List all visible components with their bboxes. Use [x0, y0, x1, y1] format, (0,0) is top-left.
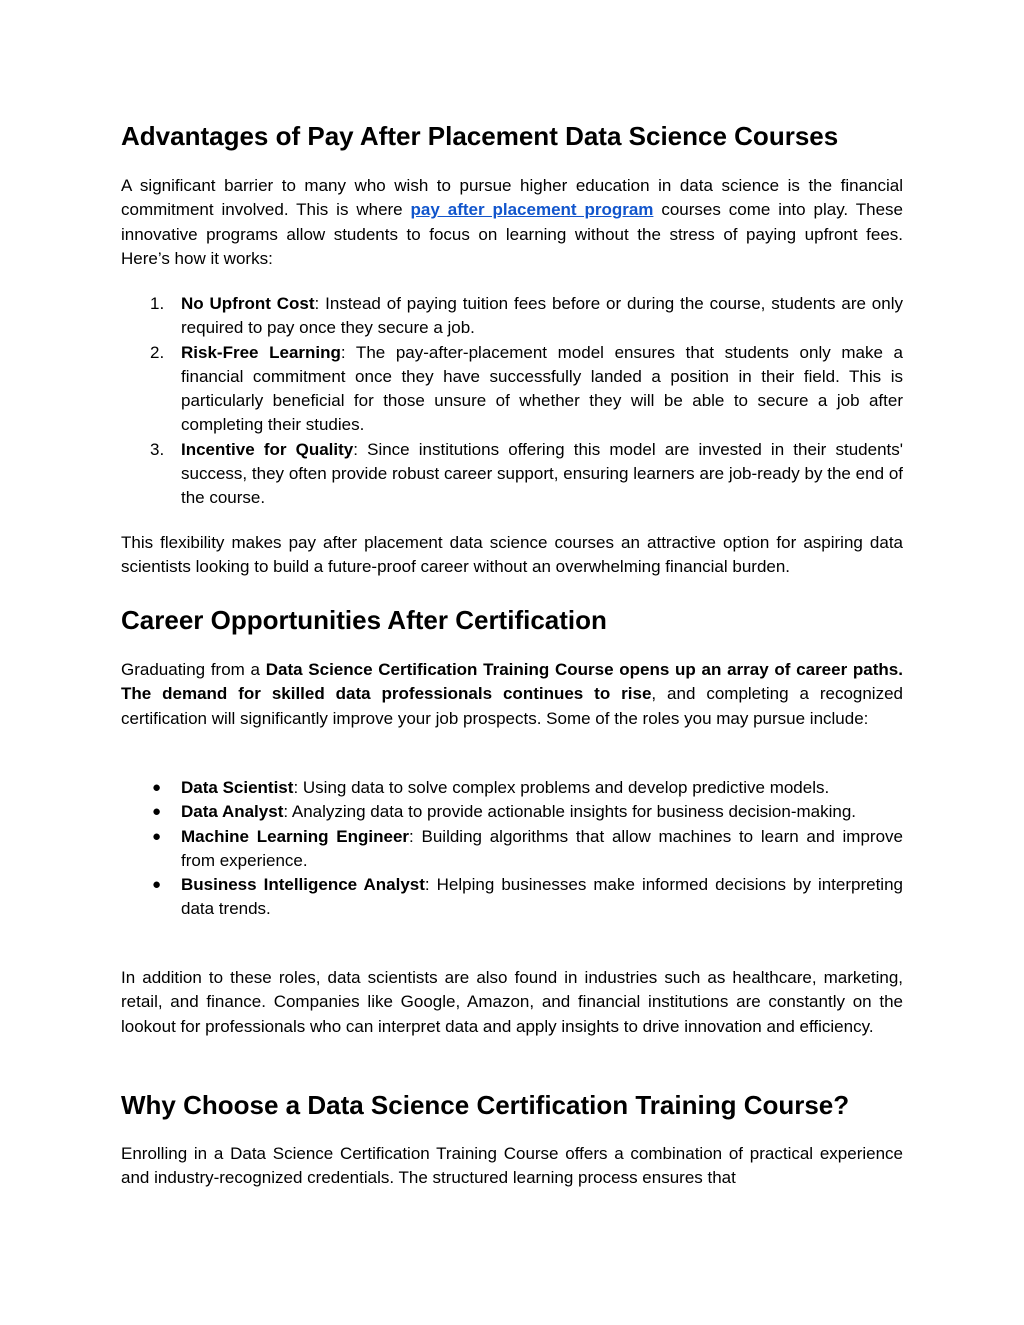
list-number: 3.: [150, 439, 165, 459]
list-number: 1.: [150, 294, 165, 313]
advantages-intro-paragraph: [121, 174, 903, 271]
advantages-numbered-list: [121, 292, 903, 511]
list-item-text: : The pay-after-placement model ensures that students only make a financial commitment once they have successfully landed a position in their field. This is particularly beneficial for those unsure of whether they will be able to secure a job after completing their studies.: [181, 342, 903, 435]
list-item-text: : Using data to solve complex problems and develop predictive models.: [293, 778, 830, 797]
list-item: [121, 341, 903, 438]
intro-text-start: A significant barrier to many who wish to pursue higher education in data science is the financial commitment involved. This is where: [121, 176, 903, 220]
career-intro-paragraph: [121, 658, 903, 731]
bullet-icon: ●: [152, 827, 162, 845]
career-intro-bold-text: Data Science Certification Training Course opens up an array of career paths. The demand for skilled data professionals continues to rise: [121, 660, 903, 704]
list-item-text: : Since institutions offering this model are invested in their students' success, they often provide robust career support, ensuring learners are job-ready by the end of the course.: [181, 439, 903, 508]
list-item: [121, 438, 903, 511]
list-item-term: Business Intelligence Analyst: [181, 875, 425, 895]
list-item: [121, 825, 903, 874]
career-intro-text: Graduating from a: [121, 660, 266, 679]
list-item-term: Risk-Free Learning: [181, 342, 341, 362]
list-item: [121, 776, 903, 800]
bullet-icon: ●: [152, 779, 162, 796]
intro-text-end: courses come into play. These innovative programs allow students to focus on learning without the stress of paying upfront fees. Here’s how it works:: [121, 200, 903, 268]
list-item-text: : Analyzing data to provide actionable insights for business decision-making.: [283, 802, 857, 822]
bullet-icon: ●: [152, 876, 162, 894]
list-item-term: Data Scientist: [181, 778, 294, 797]
career-roles-bullet-list: [121, 776, 903, 922]
list-item-term: No Upfront Cost: [181, 294, 315, 313]
list-number: 2.: [150, 342, 165, 362]
list-item-text: : Helping businesses make informed decisions by interpreting data trends.: [181, 875, 903, 919]
bullet-icon: ●: [152, 803, 162, 821]
section-heading-why-choose: Why Choose a Data Science Certification Training Course?: [121, 1090, 850, 1120]
list-item: [121, 800, 903, 824]
career-intro-rest: , and completing a recognized certification will significantly improve your job prospects. Some of the roles you may pursue include:: [121, 684, 903, 728]
list-item-term: Data Analyst: [181, 802, 284, 822]
career-closing-paragraph: In addition to these roles, data scientists are also found in industries such as healthcare, marketing, retail, and finance. Companies like Google, Amazon, and financial institutions are constantly on the lookout for professionals who can interpret data and apply insights to drive innovation and efficiency.: [121, 968, 903, 1036]
list-item-term: Machine Learning Engineer: [181, 826, 410, 846]
advantages-closing-paragraph: This flexibility makes pay after placement data science courses an attractive option for aspiring data scientists looking to build a future-proof career without an overwhelming financial burden.: [121, 533, 903, 577]
section-heading-advantages: Advantages of Pay After Placement Data Science Courses: [121, 121, 839, 151]
pay-after-placement-link[interactable]: pay after placement program: [410, 200, 654, 220]
list-item-term: Incentive for Quality: [181, 439, 354, 459]
section-heading-career: Career Opportunities After Certification: [121, 605, 607, 635]
list-item: [121, 292, 903, 341]
why-choose-intro-paragraph: Enrolling in a Data Science Certification Training Course offers a combination of practical experience and industry-recognized credentials. The structured learning process ensures that: [121, 1144, 903, 1188]
list-item: [121, 873, 903, 922]
list-item-text: : Building algorithms that allow machines to learn and improve from experience.: [181, 826, 903, 870]
list-item-text: : Instead of paying tuition fees before or during the course, students are only required to pay once they secure a job.: [181, 294, 903, 338]
